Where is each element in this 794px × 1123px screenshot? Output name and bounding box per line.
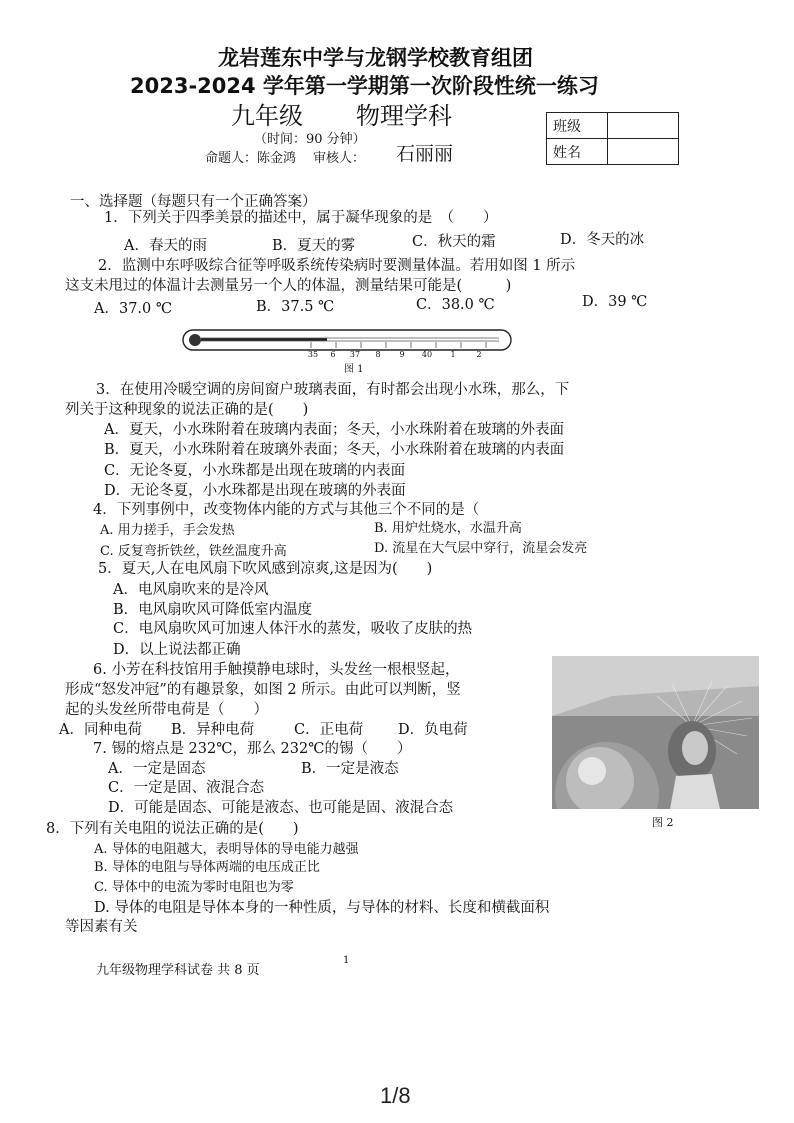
q8-option-d-line1: D. 导体的电阻是导体本身的一种性质，与导体的材料、长度和横截面积 bbox=[94, 900, 550, 916]
q4-option-a: A. 用力搓手，手会发热 bbox=[100, 523, 235, 538]
q8-option-a: A. 导体的电阻越大，表明导体的导电能力越强 bbox=[94, 842, 359, 857]
q1-option-d: D．冬天的冰 bbox=[560, 232, 645, 248]
q8-option-b: B. 导体的电阻与导体两端的电压成正比 bbox=[94, 860, 320, 875]
thermometer-tick-label: 1 bbox=[450, 350, 456, 359]
q5-option-c: C．电风扇吹风可加速人体汗水的蒸发，吸收了皮肤的热 bbox=[113, 621, 473, 637]
q2-option-b: B．37.5 ℃ bbox=[256, 299, 335, 315]
q3-option-a: A．夏天，小水珠附着在玻璃内表面；冬天，小水珠附着在玻璃的外表面 bbox=[104, 422, 564, 438]
q3-option-c: C．无论冬夏，小水珠都是出现在玻璃的内表面 bbox=[104, 463, 406, 479]
exam-duration: （时间：90 分钟） bbox=[254, 132, 366, 147]
static-electricity-photo bbox=[552, 656, 759, 809]
q7-stem: 7. 锡的熔点是 232℃，那么 232℃的锡（ ） bbox=[93, 741, 412, 757]
q6-option-a: A．同种电荷 bbox=[59, 722, 142, 738]
q5-option-d: D．以上说法都正确 bbox=[113, 642, 241, 658]
viewer-page-indicator: 1/8 bbox=[380, 1083, 411, 1108]
q4-stem: 4．下列事例中，改变物体内能的方式与其他三个不同的是（ bbox=[93, 502, 480, 518]
footer-label: 九年级物理学科试卷 共 8 页 bbox=[96, 963, 260, 978]
q2-stem-line1: 2．监测中东呼吸综合征等呼吸系统传染病时要测量体温。若用如图 1 所示 bbox=[98, 258, 576, 274]
q4-option-b: B. 用炉灶烧水，水温升高 bbox=[374, 521, 522, 536]
q5-option-a: A．电风扇吹来的是冷风 bbox=[113, 582, 269, 598]
q4-option-d: D. 流星在大气层中穿行，流星会发亮 bbox=[374, 541, 588, 556]
q5-option-b: B．电风扇吹风可降低室内温度 bbox=[113, 602, 313, 618]
thermometer-tick-label: 35 bbox=[307, 350, 319, 359]
q2-option-d: D．39 ℃ bbox=[582, 294, 648, 310]
exam-author: 命题人：陈金鸿 bbox=[205, 151, 297, 166]
exam-title: 2023-2024 学年第一学期第一次阶段性统一练习 bbox=[130, 74, 599, 98]
section-title: 一、选择题（每题只有一个正确答案） bbox=[70, 194, 317, 210]
thermometer-tick-label: 40 bbox=[421, 350, 433, 359]
class-field[interactable] bbox=[608, 113, 679, 139]
footer-page-number: 1 bbox=[343, 955, 350, 966]
q1-option-c: C．秋天的霜 bbox=[412, 234, 496, 250]
subject-label: 物理学科 bbox=[356, 102, 452, 130]
thermometer-bulb bbox=[189, 334, 201, 346]
q5-stem: 5．夏天,人在电风扇下吹风感到凉爽,这是因为( ) bbox=[98, 561, 433, 577]
figure-2-caption: 图 2 bbox=[652, 816, 674, 829]
thermometer-tick-label: 9 bbox=[399, 350, 405, 359]
thermometer-figure bbox=[181, 324, 521, 362]
q8-stem: 8．下列有关电阻的说法正确的是( ) bbox=[46, 821, 299, 837]
q3-stem-line2: 列关于这种现象的说法正确的是( ) bbox=[65, 402, 309, 418]
q8-option-c: C. 导体中的电流为零时电阻也为零 bbox=[94, 880, 294, 895]
school-title: 龙岩莲东中学与龙钢学校教育组团 bbox=[218, 46, 533, 70]
q1-option-a: A．春天的雨 bbox=[124, 238, 207, 254]
grade-label: 九年级 bbox=[231, 102, 303, 130]
thermometer-tick-label: 8 bbox=[375, 350, 381, 359]
q2-stem-line2: 这支未甩过的体温计去测量另一个人的体温，测量结果可能是( ) bbox=[65, 278, 512, 294]
q2-option-c: C．38.0 ℃ bbox=[416, 297, 495, 313]
class-label: 班级 bbox=[547, 113, 608, 139]
q7-option-a: A．一定是固态 bbox=[108, 761, 206, 777]
reviewer-name: 石丽丽 bbox=[396, 143, 454, 165]
q3-option-b: B．夏天，小水珠附着在玻璃外表面；冬天，小水珠附着在玻璃的内表面 bbox=[104, 442, 565, 458]
thermometer-mercury bbox=[201, 338, 327, 341]
q3-stem-line1: 3．在使用冷暖空调的房间窗户玻璃表面，有时都会出现小水珠，那么，下 bbox=[96, 382, 570, 398]
q2-option-a: A．37.0 ℃ bbox=[94, 301, 173, 317]
name-field[interactable] bbox=[608, 139, 679, 165]
q1-option-b: B．夏天的雾 bbox=[272, 238, 356, 254]
q6-stem-line3: 起的头发丝所带电荷是（ ） bbox=[65, 702, 268, 718]
q3-option-d: D．无论冬夏，小水珠都是出现在玻璃的外表面 bbox=[104, 483, 406, 499]
q6-stem-line2: 形成“怒发冲冠”的有趣景象，如图 2 所示。由此可以判断，竖 bbox=[65, 682, 461, 698]
thermometer-tick-label: 37 bbox=[349, 350, 361, 359]
q6-option-b: B．异种电荷 bbox=[171, 722, 255, 738]
reviewer-label: 审核人： bbox=[313, 151, 366, 166]
figure-1-caption: 图 1 bbox=[344, 364, 364, 375]
q6-option-d: D．负电荷 bbox=[398, 722, 468, 738]
q6-option-c: C．正电荷 bbox=[294, 722, 364, 738]
q7-option-c: C．一定是固、液混合态 bbox=[108, 780, 265, 796]
q1-stem: 1．下列关于四季美景的描述中，属于凝华现象的是 （ ） bbox=[104, 210, 498, 226]
q8-option-d-line2: 等因素有关 bbox=[65, 919, 138, 935]
student-info-box bbox=[546, 112, 679, 165]
thermometer-tick-label: 6 bbox=[330, 350, 336, 359]
q7-option-d: D．可能是固态、可能是液态、也可能是固、液混合态 bbox=[108, 800, 454, 816]
name-label: 姓名 bbox=[547, 139, 608, 165]
q7-option-b: B．一定是液态 bbox=[301, 761, 399, 777]
q4-option-c: C. 反复弯折铁丝，铁丝温度升高 bbox=[100, 544, 287, 559]
q6-stem-line1: 6. 小芳在科技馆用手触摸静电球时，头发丝一根根竖起， bbox=[93, 662, 460, 678]
thermometer-tick-label: 2 bbox=[476, 350, 482, 359]
